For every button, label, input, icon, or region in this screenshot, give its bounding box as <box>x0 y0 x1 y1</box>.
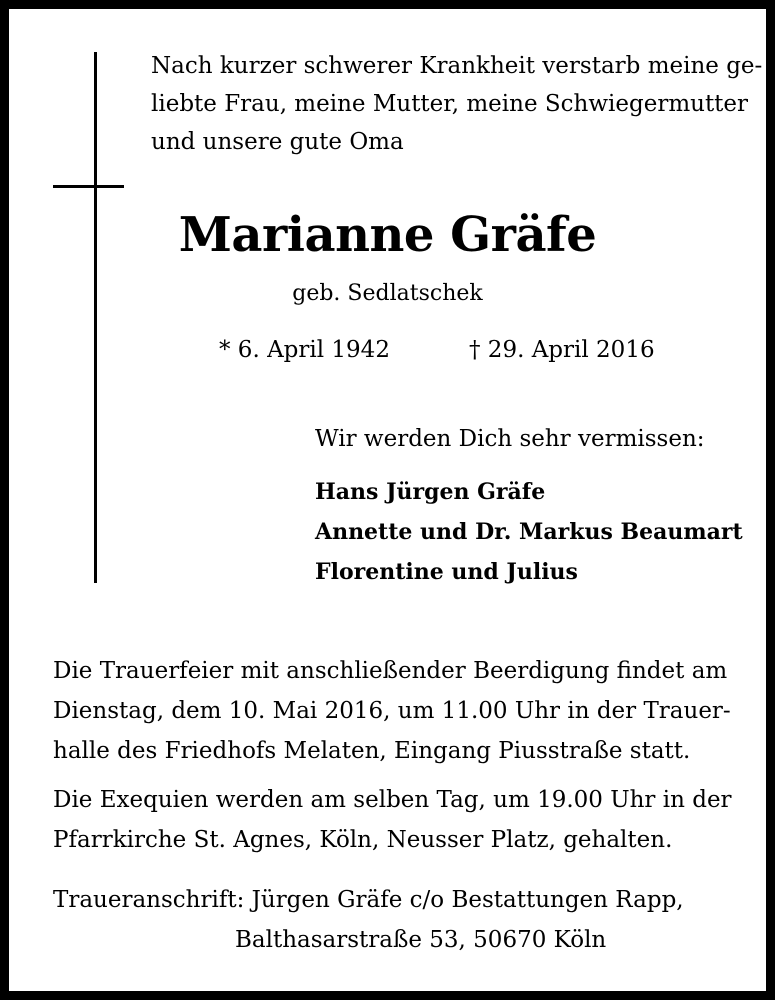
cross-vertical-bar <box>94 52 97 583</box>
funeral-line: halle des Friedhofs Melaten, Eingang Piusstraße statt. <box>53 738 691 764</box>
exequies-line: Pfarrkirche St. Agnes, Köln, Neusser Platz, gehalten. <box>53 827 673 853</box>
mourner-name: Annette und Dr. Markus Beaumart <box>315 519 743 545</box>
cross-horizontal-bar <box>53 185 124 188</box>
maiden-name: geb. Sedlatschek <box>292 281 483 306</box>
intro-line: Nach kurzer schwerer Krankheit verstarb meine ge- <box>151 53 763 79</box>
intro-line: liebte Frau, meine Mutter, meine Schwiegermutter <box>151 91 749 117</box>
mourner-name: Hans Jürgen Gräfe <box>315 479 546 505</box>
intro-text <box>151 47 763 161</box>
intro-line: und unsere gute Oma <box>151 129 404 155</box>
exequies-line: Die Exequien werden am selben Tag, um 19.00 Uhr in der <box>53 787 732 813</box>
birth-date: * 6. April 1942 <box>219 337 390 363</box>
deceased-name: Marianne Gräfe <box>178 207 597 263</box>
funeral-paragraph <box>53 651 731 771</box>
mourners-intro: Wir werden Dich sehr vermissen: <box>315 426 705 452</box>
exequies-paragraph <box>53 780 732 860</box>
mourners-list <box>315 472 743 592</box>
mourning-address-street: Balthasarstraße 53, 50670 Köln <box>235 927 607 953</box>
death-date: † 29. April 2016 <box>469 337 655 363</box>
mourner-name: Florentine und Julius <box>315 559 578 585</box>
mourning-address-line: Traueranschrift: Jürgen Gräfe c/o Bestattungen Rapp, <box>53 887 684 913</box>
funeral-line: Die Trauerfeier mit anschließender Beerdigung findet am <box>53 658 728 684</box>
funeral-line: Dienstag, dem 10. Mai 2016, um 11.00 Uhr in der Trauer- <box>53 698 731 724</box>
